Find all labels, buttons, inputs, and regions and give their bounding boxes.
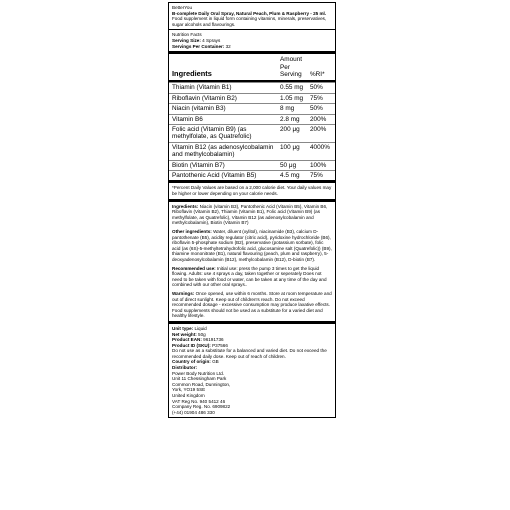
table-row — [169, 82, 335, 92]
origin-value: GB — [212, 359, 219, 365]
supplement-label — [168, 2, 336, 418]
other-ingredients-block — [172, 229, 332, 263]
net-weight-label: Net weight: — [172, 331, 197, 337]
row-ri: 200% — [310, 126, 327, 133]
col-ri: %RI* — [310, 71, 325, 79]
brand-name: BetterYou — [172, 5, 193, 10]
serving-size-label: Serving Size: — [172, 37, 201, 43]
row-name: Vitamin B12 (as adenosylcobalamin and methylcobalamin) — [172, 143, 274, 159]
row-amount: 4.5 mg — [280, 172, 300, 180]
distributor-address — [172, 371, 332, 416]
row-name: Niacin (vitamin B3) — [172, 105, 226, 113]
other-ingredients-label: Other ingredients: — [172, 229, 212, 234]
row-amount: 50 μg — [280, 161, 297, 169]
product-title: B-complete Daily Oral Spray, Natural Peach, Plum & Raspberry - 25 ml. — [172, 10, 327, 16]
product-header — [169, 3, 335, 29]
row-amount: 0.55 mg — [280, 84, 304, 92]
other-ingredients-text: Water, diluent (xylitol), niacinamide (B3), calcium D-pantothenate (B5), acidity regulator (citric acid), pyridoxine hydrochloride (B6), riboflavin 5-phosphate sodium (B2), preservative (potassium sorbate), folic acid (as (6S)-5-methyltetrahydrofolic acid, glucosamine salt (Quatrefolic)) (B9), thiamine mononitrate (B1), natural flavouring (peach, plum and raspberry), 5-deoxyadenosylcobalamin (B12), methylcobalamin (B12), D-biotin (B7). — [172, 229, 332, 262]
col-amount: Amount Per Serving — [280, 56, 303, 78]
table-row — [169, 124, 335, 142]
row-ri: 75% — [310, 172, 323, 180]
unit-type-value: Liquid — [194, 325, 207, 331]
distributor-label: Distributor: — [172, 365, 198, 371]
ean-value: 96191736 — [203, 337, 224, 343]
table-body — [169, 82, 335, 180]
address-line: Power Body Nutrition Ltd. — [172, 370, 225, 376]
row-ri: 4000% — [310, 143, 330, 151]
table-row — [169, 170, 335, 180]
warnings-block — [172, 291, 332, 319]
recommended-use-block — [172, 266, 332, 288]
nutrition-facts-heading: Nutrition Facts — [172, 32, 202, 38]
address-line: United Kingdom — [172, 393, 205, 399]
footnote-text: *Percent Daily Values are based on a 2,000 calorie diet. Your daily values may be higher or lower depending on your calorie needs. — [172, 185, 332, 197]
origin-label: Country of origin: — [172, 359, 211, 365]
table-row — [169, 114, 335, 124]
address-line: York, YO19 5SE — [172, 387, 206, 393]
recommended-use-label: Recommended use: — [172, 265, 216, 271]
unit-type-label: Unit type: — [172, 325, 194, 331]
row-amount: 1.05 mg — [280, 94, 304, 102]
row-name: Biotin (Vitamin B7) — [172, 161, 225, 169]
address-line: Unit 11 Chessingham Park — [172, 376, 227, 382]
nutrition-facts-header — [169, 29, 335, 51]
table-row — [169, 160, 335, 170]
address-line: VAT Reg No. 940 5412 46 — [172, 398, 226, 404]
servings-value: 32 — [225, 43, 231, 49]
row-amount: 8 mg — [280, 105, 295, 113]
servings-per-container — [172, 44, 332, 50]
ean-label: Product EAN: — [172, 337, 202, 343]
row-ri: 100% — [310, 161, 327, 169]
row-amount: 200 μg — [280, 126, 300, 133]
ingredients-text: Niacin (vitamin B3), Pantothenic Acid (Vitamin B5), Vitamin B6, Riboflavin (Vitamin B2), Thiamin (Vitamin B1), Folic acid (Vitamin B9) (as methylfolate, as Quatrefolic), Vitamin B12 (as adenosylcobalamin and methylcobalamin), Biotin (Vitamin B7) — [172, 203, 328, 226]
sku-label: Product ID (SKU): — [172, 342, 211, 348]
warnings-label: Warnings: — [172, 290, 195, 296]
sku-value: P37566 — [212, 342, 228, 348]
address-line: Common Road, Dunnington, — [172, 381, 231, 387]
servings-label: Servings Per Container: — [172, 43, 225, 49]
col-ingredients: Ingredients — [172, 69, 212, 79]
row-ri: 50% — [310, 84, 323, 92]
ingredients-label: Ingredients: — [172, 203, 199, 209]
net-weight-value: 50g — [198, 331, 206, 337]
row-ri: 50% — [310, 105, 323, 113]
table-row — [169, 142, 335, 160]
product-details — [169, 321, 335, 418]
recommended-use-text: Initial use: press the pump 3 times to get the liquid flowing. Adults: use 4 sprays a day, taken together or seperately Does not need to be taken with food or water, can be taken at any time of the day and combined with our other oral sprays.. — [172, 265, 327, 288]
row-name: Folic acid (Vitamin B9) (as methylfolate, as Quatrefolic) — [172, 126, 252, 141]
serving-size-value: 4 Sprays — [202, 37, 221, 43]
row-name: Pantothenic Acid (Vitamin B5) — [172, 172, 257, 180]
row-amount: 100 μg — [280, 143, 300, 151]
table-footnote — [169, 180, 335, 198]
row-amount: 2.8 mg — [280, 115, 300, 123]
warnings-text: Once opened, use within 6 months. Store at room temperature and out of direct sunlight. Keep out of children's reach. Do not exceed recommended dosage - excessive consumption may produce laxative effects. Food supplements should not be used as a substitute for a varied diet and healthy lifestyle. — [172, 290, 332, 319]
nutrition-table — [169, 51, 335, 180]
row-name: Thiamin (Vitamin B1) — [172, 84, 232, 92]
table-header — [169, 54, 335, 80]
row-name: Riboflavin (Vitamin B2) — [172, 94, 237, 102]
disclaimer-text: Do not use as a substitute for a balanced and varied diet. Do not exceed the recommended daily dose. Keep out of reach of children. — [172, 348, 327, 359]
ingredients-section — [169, 199, 335, 321]
ingredients-block — [172, 204, 332, 226]
table-row — [169, 93, 335, 103]
address-line: Company Reg. No. 6909822 — [172, 404, 231, 410]
row-name: Vitamin B6 — [172, 115, 203, 123]
table-row — [169, 103, 335, 113]
product-description: Food supplement in liquid form containing vitamins, minerals, preservatives, sugar alcohols and flavourings. — [172, 16, 327, 27]
address-line: (+44) 01904 486 330 — [172, 409, 215, 415]
row-ri: 75% — [310, 94, 323, 102]
row-ri: 200% — [310, 115, 327, 123]
